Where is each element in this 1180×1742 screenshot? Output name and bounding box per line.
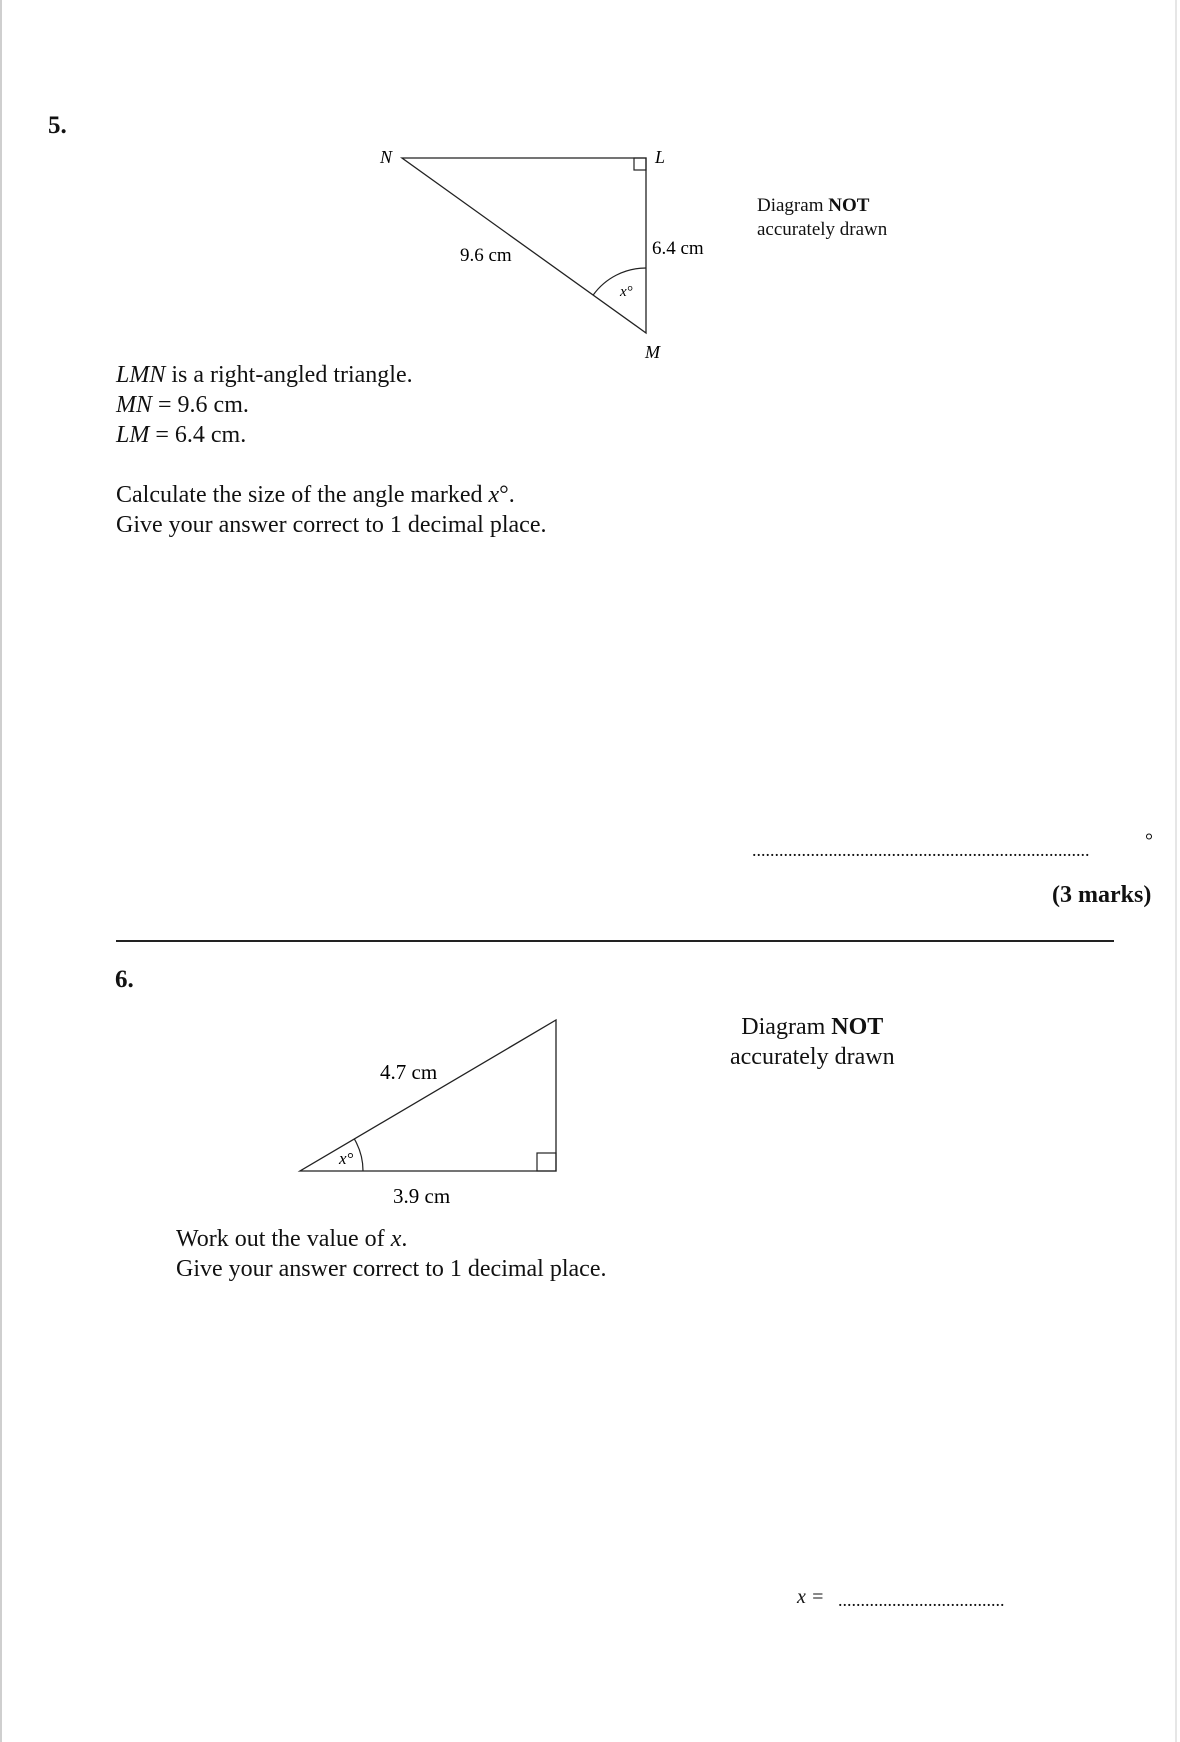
q5-note-line2: accurately drawn [757, 219, 888, 240]
q5-instruction1-post: °. [499, 482, 515, 508]
q5-lm-value: = 6.4 cm. [149, 422, 247, 448]
q5-instructions [116, 480, 546, 540]
q6-angle-arc [354, 1139, 363, 1171]
q5-statement: is a right-angled triangle. [165, 362, 413, 388]
q6-instruction1-post: . [401, 1226, 408, 1252]
page-left-border [0, 0, 2, 1742]
q5-answer-line[interactable]: ........................................................................... [752, 840, 1090, 860]
question-5-number: 5. [48, 112, 67, 139]
q5-mn-value: = 9.6 cm. [152, 392, 249, 418]
q5-hypotenuse-label: 9.6 cm [460, 245, 512, 266]
q5-triangle-diagram [360, 140, 704, 362]
q5-instruction2: Give your answer correct to 1 decimal place. [116, 512, 547, 538]
q5-diagram-note [757, 194, 887, 242]
q6-base-label: 3.9 cm [393, 1184, 451, 1208]
q5-answer-unit: ° [1145, 830, 1153, 852]
q5-triangle [402, 158, 646, 333]
q5-note-not: NOT [828, 195, 870, 216]
q6-answer-line[interactable]: ..................................... [838, 1590, 1005, 1610]
question-divider [116, 940, 1114, 942]
q6-note-not: NOT [831, 1014, 884, 1040]
q5-right-angle-marker [634, 158, 646, 170]
question-6-number: 6. [115, 966, 134, 993]
q6-triangle-diagram [290, 1010, 570, 1210]
q5-instruction1-var: x [488, 482, 500, 508]
q6-instructions [176, 1224, 606, 1284]
q5-triangle-name: LMN [116, 362, 166, 388]
q6-hypotenuse-label: 4.7 cm [380, 1060, 438, 1084]
q5-marks: (3 marks) [1052, 882, 1152, 908]
q6-instruction1-var: x [390, 1226, 402, 1252]
q5-mn-name: MN [116, 392, 152, 418]
q6-diagram-note [730, 1012, 895, 1072]
q6-instruction1: Work out the value of [176, 1226, 391, 1252]
q6-note-line2: accurately drawn [730, 1044, 895, 1070]
q5-side-label: 6.4 cm [652, 238, 704, 259]
q5-vertex-l: L [655, 147, 666, 167]
q5-angle-label: x° [620, 284, 633, 300]
q5-vertex-n: N [380, 147, 393, 167]
q5-instruction1: Calculate the size of the angle marked [116, 482, 489, 508]
q6-angle-label: x° [339, 1149, 354, 1168]
q5-given-info [116, 360, 413, 450]
q6-note-line1: Diagram [741, 1014, 826, 1040]
q5-vertex-m: M [645, 342, 660, 362]
q6-right-angle-marker [537, 1153, 556, 1171]
q5-lm-name: LM [116, 422, 150, 448]
q6-answer-label: x = [797, 1586, 825, 1608]
q6-instruction2: Give your answer correct to 1 decimal place. [176, 1256, 607, 1282]
page-right-border [1175, 0, 1177, 1742]
q5-note-line1: Diagram [757, 195, 824, 216]
